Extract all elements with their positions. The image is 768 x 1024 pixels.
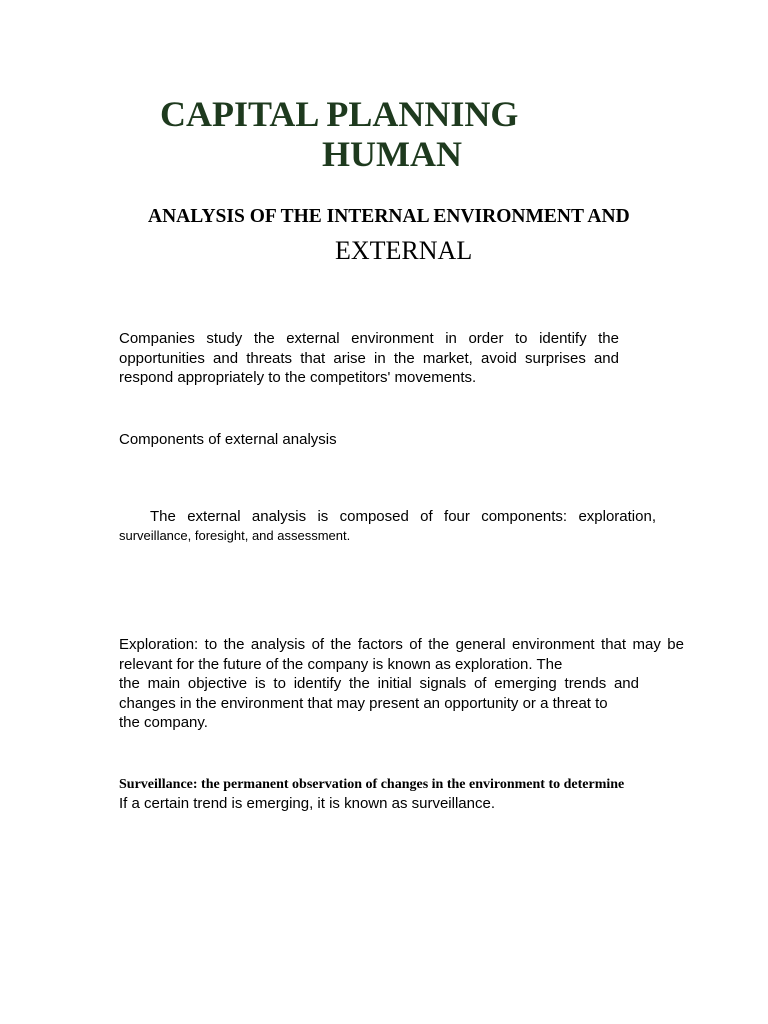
document-title-line2: HUMAN [322, 134, 462, 174]
exploration-text-part3: the company. [119, 714, 208, 731]
intro-paragraph: Companies study the external environment in order to identify the opportunities and threats that arise in the market, avoid surprises and respond appropriately to the competitors' movements. [119, 330, 619, 386]
components-heading: Components of external analysis [119, 431, 337, 448]
components-line1: The external analysis is composed of four components: exploration, [150, 508, 656, 525]
surveillance-definition: Surveillance: the permanent observation of changes in the environment to determine [119, 777, 625, 792]
exploration-text-part2: the main objective is to identify the initial signals of emerging trends and changes in the environment that may present an opportunity or a threat to [119, 675, 639, 712]
section-heading-line1: ANALYSIS OF THE INTERNAL ENVIRONMENT AND [148, 206, 630, 227]
exploration-text-part1: Exploration: to the analysis of the factors of the general environment that may be relevant for the future of the company is known as exploration. The [119, 636, 684, 673]
surveillance-continuation: If a certain trend is emerging, it is known as surveillance. [119, 795, 496, 812]
section-heading-line2: EXTERNAL [335, 236, 473, 265]
document-title-line1: CAPITAL PLANNING [160, 94, 519, 134]
exploration-paragraph [119, 635, 684, 733]
components-paragraph [119, 507, 656, 544]
components-line2: surveillance, foresight, and assessment. [119, 527, 351, 543]
surveillance-paragraph [119, 776, 719, 814]
